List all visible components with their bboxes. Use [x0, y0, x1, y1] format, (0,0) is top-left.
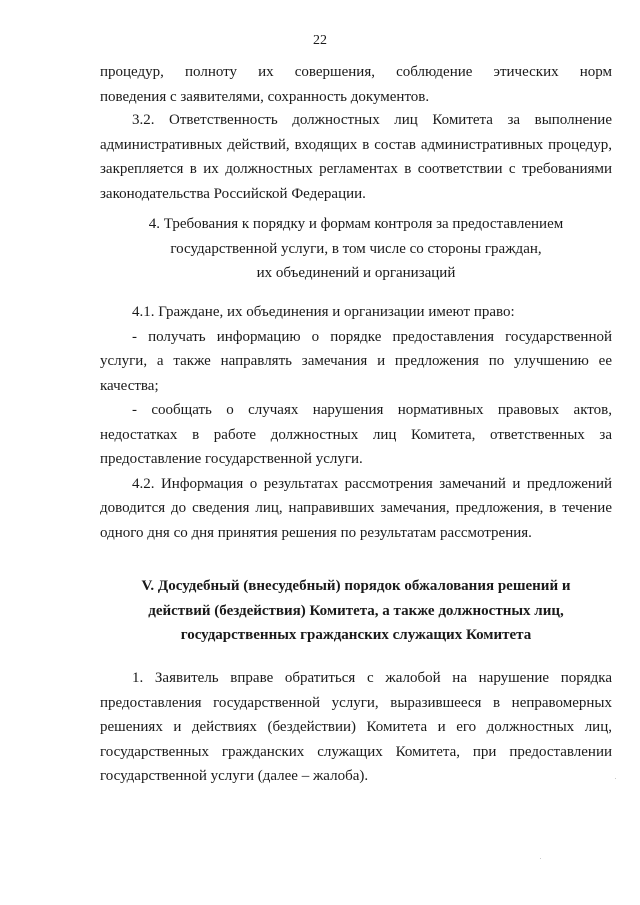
paragraph-text: 3.2. Ответственность должностных лиц Комитета за выполнение административных действий, входящих в состав административных процедур, закрепляется в их должностных регламентах в соответствии с требованиями законодательства Российской Федерации. — [100, 112, 612, 202]
heading-line: действий (бездействия) Комитета, а также должностных лиц, — [148, 602, 564, 619]
list-item: - сообщать о случаях нарушения нормативных правовых актов, недостатках в работе должностных лиц Комитета, ответственных за предоставление государственной услуги. — [100, 402, 612, 467]
heading-line: V. Досудебный (внесудебный) порядок обжалования решений и — [141, 578, 571, 594]
page-number: 22 — [313, 33, 327, 48]
paragraph-4-1: 4.1. Граждане, их объединения и организации имеют право: — [132, 304, 515, 320]
scan-speck — [540, 858, 541, 859]
section-4-heading — [100, 212, 612, 286]
paragraph-5-1: 1. Заявитель вправе обратиться с жалобой на нарушение порядка предоставления государственной услуги, выразившееся в неправомерных решениях и действиях (бездействии) Комитета и его должностных лиц, государственных гражданских служащих Комитета, при предоставлении государственной услуги (далее – жалоба). — [100, 670, 612, 784]
scan-speck — [615, 778, 616, 779]
paragraph-3-2 — [100, 108, 612, 206]
heading-line: государственных гражданских служащих Комитета — [180, 627, 532, 643]
paragraph-continuation — [100, 60, 612, 109]
heading-line: их объединений и организаций — [256, 265, 456, 281]
paragraph-line: процедур, полноту их совершения, соблюдение этических норм — [100, 64, 612, 80]
paragraph-4-2: 4.2. Информация о результатах рассмотрения замечаний и предложений доводится до сведения лиц, направивших замечания, предложения, в течение одного дня со дня принятия решения по результатам рассмотрения. — [100, 475, 612, 541]
heading-line: государственной услуги, в том числе со стороны граждан, — [170, 240, 542, 257]
paragraph-line: поведения с заявителями, сохранность документов. — [100, 88, 430, 105]
section-5-heading — [100, 574, 612, 648]
section-4-body — [100, 300, 612, 545]
heading-line: 4. Требования к порядку и формам контроля за предоставлением — [148, 216, 564, 232]
list-item: - получать информацию о порядке предоставления государственной услуги, а также направлять замечания и предложения по улучшению ее качества; — [100, 328, 612, 394]
section-5-body — [100, 666, 612, 789]
